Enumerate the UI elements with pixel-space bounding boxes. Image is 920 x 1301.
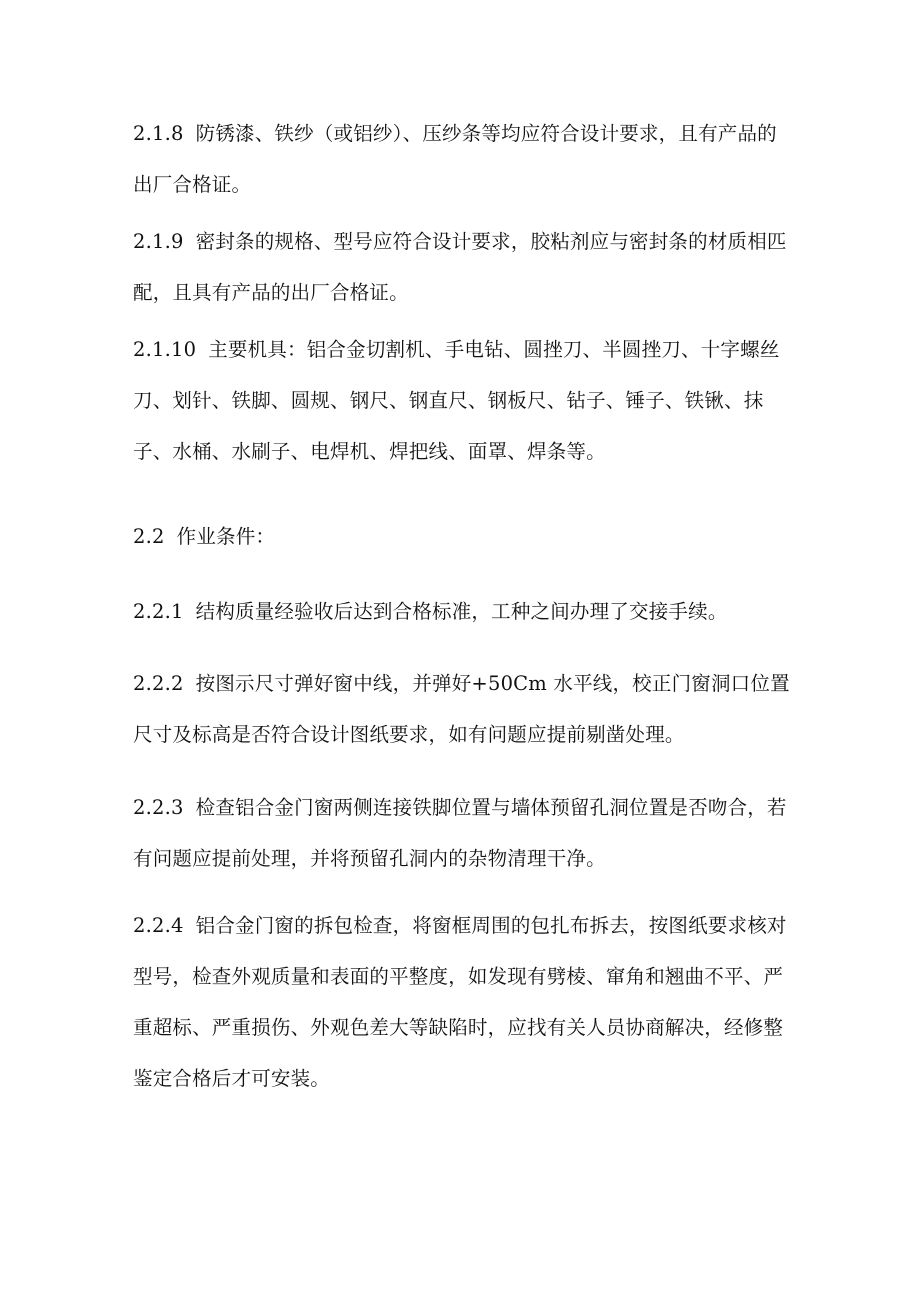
paragraph-2-2-4 xyxy=(133,900,793,1104)
paragraph-number: 2.1.10 xyxy=(133,338,197,361)
paragraph-2-1-8 xyxy=(133,108,793,210)
paragraph-number: 2.2.3 xyxy=(133,796,184,819)
paragraph-text: 铝合金门窗的拆包检查，将窗框周围的包扎布拆去，按图纸要求核对型号，检查外观质量和表面的平整度，如发现有劈棱、窜角和翘曲不平、严重超标、严重损伤、外观色差大等缺陷时，应找有关人员协商解决，经修整鉴定合格后才可安装。 xyxy=(133,914,787,1090)
paragraph-number: 2.1.8 xyxy=(133,122,184,145)
section-number: 2.2 xyxy=(133,525,165,548)
paragraph-text: 结构质量经验收后达到合格标准，工种之间办理了交接手续。 xyxy=(195,600,728,623)
paragraph-text: 按图示尺寸弹好窗中线，并弹好+50Cm 水平线，校正门窗洞口位置尺寸及标高是否符合设计图纸要求，如有问题应提前剔凿处理。 xyxy=(133,672,790,746)
section-title: 作业条件： xyxy=(176,525,276,548)
section-heading-2-2 xyxy=(133,511,793,562)
paragraph-2-1-10 xyxy=(133,324,793,477)
paragraph-2-2-2 xyxy=(133,658,793,760)
paragraph-2-2-1 xyxy=(133,586,793,637)
paragraph-text: 防锈漆、铁纱（或铝纱）、压纱条等均应符合设计要求，且有产品的出厂合格证。 xyxy=(133,122,777,196)
paragraph-2-2-3 xyxy=(133,782,793,884)
paragraph-text: 主要机具：铝合金切割机、手电钻、圆挫刀、半圆挫刀、十字螺丝刀、划针、铁脚、圆规、钢尺、钢直尺、钢板尺、钻子、锤子、铁锹、抹子、水桶、水刷子、电焊机、焊把线、面罩、焊条等。 xyxy=(133,338,780,463)
paragraph-number: 2.2.1 xyxy=(133,600,184,623)
paragraph-number: 2.2.2 xyxy=(133,672,184,695)
paragraph-text: 检查铝合金门窗两侧连接铁脚位置与墙体预留孔洞位置是否吻合，若有问题应提前处理，并将预留孔洞内的杂物清理干净。 xyxy=(133,796,787,870)
paragraph-number: 2.1.9 xyxy=(133,230,184,253)
paragraph-number: 2.2.4 xyxy=(133,914,184,937)
paragraph-text: 密封条的规格、型号应符合设计要求，胶粘剂应与密封条的材质相匹配，且具有产品的出厂合格证。 xyxy=(133,230,787,304)
paragraph-2-1-9 xyxy=(133,216,793,318)
